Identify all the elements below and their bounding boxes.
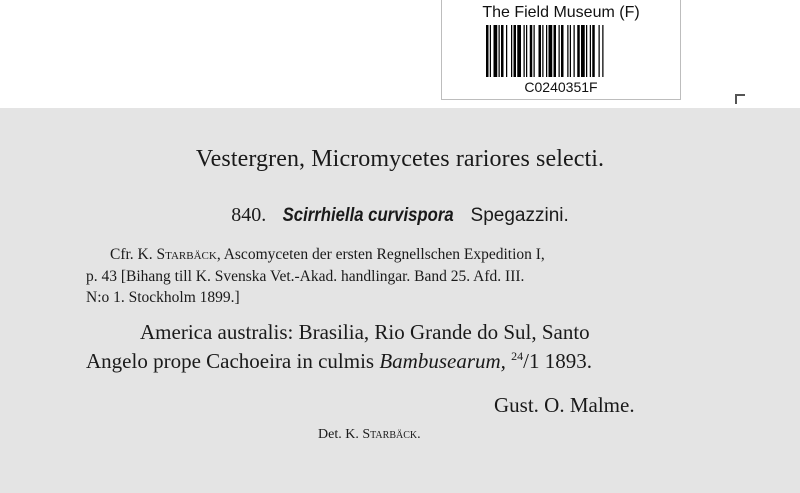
taxon-name: Scirrhiella curvispora — [282, 205, 454, 226]
taxon-author: Spegazzini. — [470, 205, 569, 226]
determiner: Det. K. Starbäck. — [318, 427, 421, 442]
catalog-number: C0240351F — [524, 79, 598, 95]
exsiccata-number: 840. — [231, 204, 267, 226]
species-heading — [0, 204, 800, 227]
reference-line-1: Cfr. K. Starbäck, Ascomyceten der ersten Regnellschen Expedition I, — [110, 246, 545, 263]
date-rest: /1 1893. — [523, 349, 593, 373]
locality-line-2: Angelo prope Cachoeira in culmis Bambusearum, $^{24}$/1 1893. — [86, 349, 593, 373]
collector-name: Gust. O. Malme. — [494, 393, 635, 417]
barcode-label — [441, 0, 681, 100]
reference-line-3: N:o 1. Stockholm 1899.] — [86, 289, 240, 306]
barcode-icon — [486, 25, 636, 77]
host-name: Bambusearum, — [379, 349, 506, 373]
corner-mark-icon — [735, 94, 745, 104]
reference-line-2: p. 43 [Bihang till K. Svenska Vet.-Akad. handlingar. Band 25. Afd. III. — [86, 268, 525, 285]
date-day: 24 — [511, 349, 524, 363]
institution-name: The Field Museum (F) — [482, 4, 640, 21]
locality-line-1: America australis: Brasilia, Rio Grande do Sul, Santo — [140, 320, 590, 344]
series-title: Vestergren, Micromycetes rariores selecti. — [195, 146, 605, 172]
